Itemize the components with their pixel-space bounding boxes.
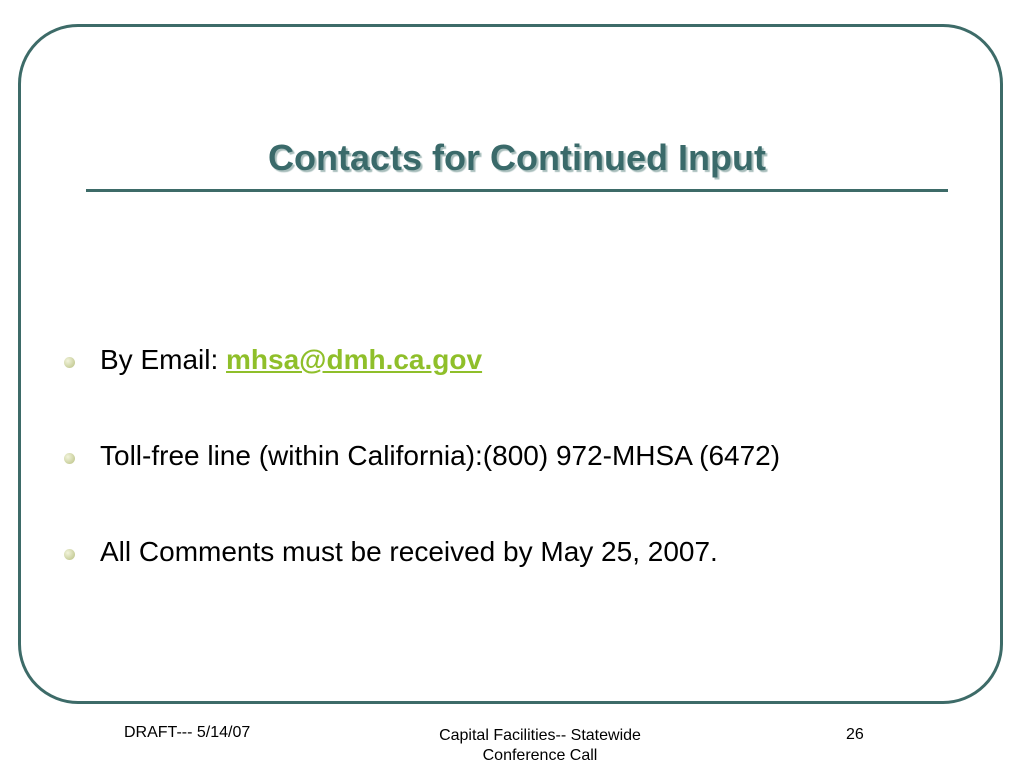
bullet-dot-icon bbox=[64, 549, 75, 560]
bullet-phone bbox=[62, 436, 780, 476]
footer-title-line1: Capital Facilities-- Statewide bbox=[439, 727, 641, 744]
footer-title bbox=[400, 726, 680, 766]
bullet-dot-icon bbox=[64, 357, 75, 368]
deadline-text: All Comments must be received by May 25, 2007. bbox=[100, 536, 718, 567]
phone-text: Toll-free line (within California):(800) 972-MHSA (6472) bbox=[100, 440, 781, 471]
page-number: 26 bbox=[846, 726, 864, 743]
footer-date: DRAFT--- 5/14/07 bbox=[124, 724, 251, 741]
bullet-dot-icon bbox=[64, 453, 75, 464]
bullet-list bbox=[62, 340, 780, 572]
bullet-email bbox=[62, 340, 780, 380]
email-link[interactable]: mhsa@dmh.ca.gov bbox=[226, 344, 483, 375]
title-underline bbox=[86, 189, 948, 192]
bullet-deadline bbox=[62, 532, 780, 572]
slide-title: Contacts for Continued Input bbox=[268, 137, 766, 178]
footer-title-line2: Conference Call bbox=[482, 747, 598, 764]
email-label: By Email: bbox=[100, 344, 227, 375]
